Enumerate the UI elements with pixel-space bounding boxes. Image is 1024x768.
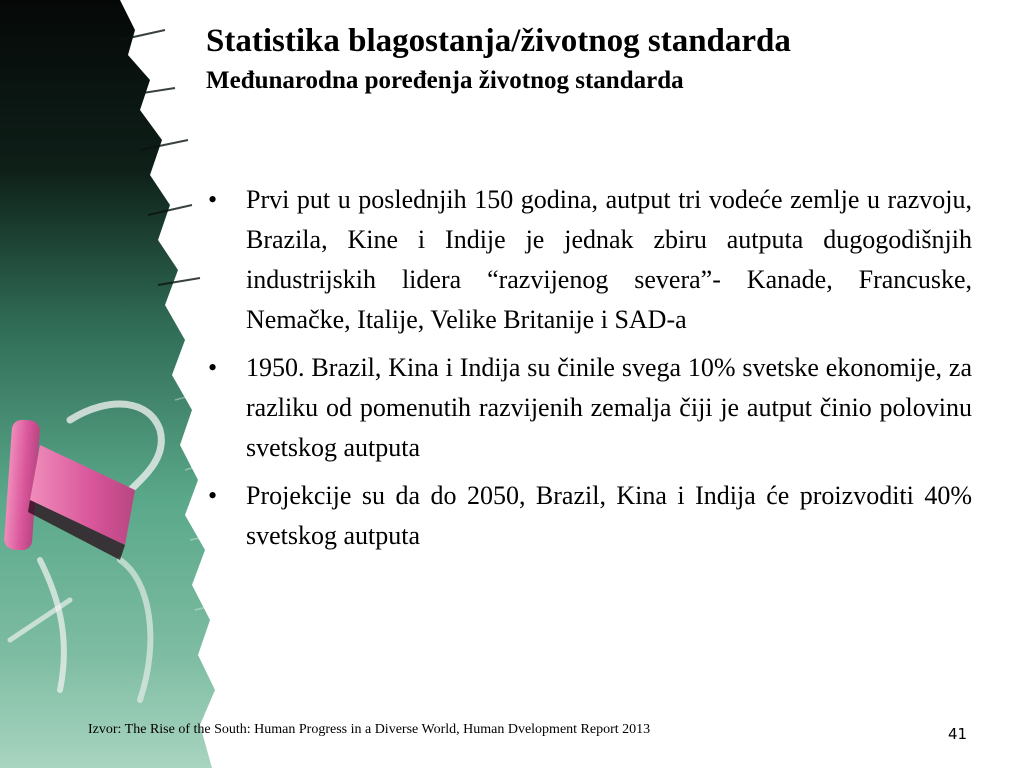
bullet-item (206, 180, 972, 340)
bullet-item (206, 476, 972, 556)
title-block (206, 18, 986, 98)
bullet-list (206, 180, 972, 564)
source-citation: Izvor: The Rise of the South: Human Progress in a Diverse World, Human Dvelopment Report 2013 (88, 722, 651, 737)
bullet-item (206, 348, 972, 468)
page-number: 41 (948, 725, 968, 743)
bullet-dot-icon: • (208, 185, 218, 214)
bullet-text: Prvi put u poslednjih 150 godina, autput tri vodeće zemlje u razvoju, Brazila, Kine i Indije je jednak zbiru autputa dugogodišnjih industrijskih lidera “razvijenog severa”- Kanade, Francuske, Nemačke, Italije, Velike Britanije i SAD-a (246, 185, 972, 334)
bullet-text: 1950. Brazil, Kina i Indija su činile svega 10% svetske ekonomije, za razliku od pomenutih razvijenih zemalja čiji je autput činio polovinu svetskog autputa (246, 353, 972, 462)
chalkboard-decoration (0, 0, 220, 768)
bullet-text: Projekcije su da do 2050, Brazil, Kina i Indija će proizvoditi 40% svetskog autputa (246, 481, 972, 550)
bullet-dot-icon: • (208, 353, 218, 382)
slide-title: Statistika blagostanja/životnog standarda (206, 23, 791, 59)
bullet-dot-icon: • (208, 481, 218, 510)
slide-subtitle: Međunarodna poređenja životnog standarda (206, 67, 684, 94)
